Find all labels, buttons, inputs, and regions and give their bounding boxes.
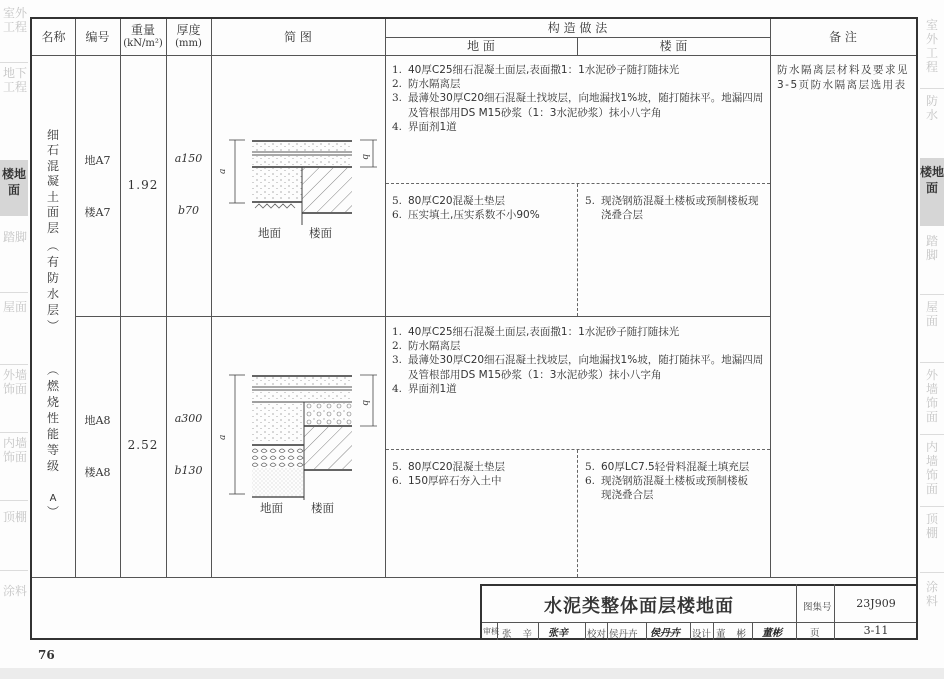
side-tab-underground[interactable]: 地下工程 <box>2 66 27 94</box>
side-tab-floor[interactable]: 楼地面 <box>0 160 28 216</box>
step-item: 2. 防水隔离层 <box>392 78 461 91</box>
common-steps <box>392 325 768 396</box>
section-sketch-icon <box>215 130 380 230</box>
page-code: 3-11 <box>863 624 889 637</box>
side-tab-interior-wall[interactable]: 内墙饰面 <box>2 436 27 464</box>
ground-steps <box>392 194 542 222</box>
side-tab-skirting-right[interactable]: 踏脚 <box>925 234 938 262</box>
thickness-a: a300 <box>174 412 203 425</box>
side-tab-paint-right[interactable]: 涂料 <box>925 580 938 608</box>
header-sketch: 简 图 <box>284 29 312 44</box>
step-item: 5. 80厚C20混凝土垫层 <box>392 461 506 473</box>
step-item: 1. 40厚C25细石混凝土面层,表面撒1：1水泥砂子随打随抹光 <box>392 326 680 338</box>
reviewer-signature: 张辛 <box>548 628 568 639</box>
page-label: 页 <box>810 628 820 639</box>
step-item: 5. 现浇钢筋混凝土楼板或预制楼板现浇叠合层 <box>585 195 759 222</box>
sketch-label-ground: 地面 <box>260 501 283 515</box>
header-construction: 构 造 做 法 <box>547 20 608 35</box>
side-tab-outdoor-right[interactable]: 室外工程 <box>925 18 938 74</box>
page-gutter <box>0 668 944 679</box>
step-item: 3. 最薄处30厚C20细石混凝土找坡层，向地漏找1%坡，随打随抹平。地漏四周及管根部用DS M15砂浆（1：3水泥砂浆）抹小八字角 <box>392 354 764 381</box>
thickness-b: b130 <box>174 464 203 477</box>
sketch-label-floor: 楼面 <box>309 226 332 240</box>
step-item: 4. 界面剂1道 <box>392 120 457 133</box>
side-tab-roof-right[interactable]: 屋面 <box>925 300 938 328</box>
side-tab-ceiling[interactable]: 顶棚 <box>2 510 27 524</box>
header-ground: 地 面 <box>467 38 495 53</box>
svg-text:b: b <box>360 154 370 160</box>
checker-signature: 侯丹卉 <box>650 628 680 639</box>
checker-name: 侯丹卉 <box>609 629 638 640</box>
header-thickness: 厚度 (mm) <box>175 23 202 49</box>
thickness-a: a150 <box>174 152 203 165</box>
side-tab-roof[interactable]: 屋面 <box>2 300 27 314</box>
side-tab-floor-right[interactable]: 楼地面 <box>920 158 944 226</box>
side-tab-interior-wall-right[interactable]: 内墙饰面 <box>925 440 938 496</box>
header-weight: 重量 (kN/m²) <box>123 23 163 49</box>
step-item: 4. 界面剂1道 <box>392 382 457 395</box>
step-item: 6. 压实填土,压实系数不小90% <box>392 209 540 222</box>
side-tab-outdoor[interactable]: 室外工程 <box>2 6 27 34</box>
code-floor: 楼A7 <box>84 206 111 219</box>
step-item: 2. 防水隔离层 <box>392 340 461 353</box>
code-ground: 地A8 <box>84 414 111 427</box>
atlas-label: 图集号 <box>803 602 832 613</box>
header-floor: 楼 面 <box>659 38 688 53</box>
left-side-index <box>0 0 28 668</box>
sketch-label-floor: 楼面 <box>311 501 334 515</box>
check-label: 校对 <box>587 629 607 640</box>
side-tab-skirting[interactable]: 踏脚 <box>2 230 27 244</box>
step-item: 1. 40厚C25细石混凝土面层,表面撒1：1水泥砂子随打随抹光 <box>392 64 680 76</box>
designer-signature: 董彬 <box>762 628 782 639</box>
side-tab-waterproof-right[interactable]: 防水 <box>925 94 938 122</box>
review-label: 审核 <box>483 627 499 636</box>
side-tab-ceiling-right[interactable]: 顶棚 <box>925 512 938 540</box>
page-number: 76 <box>38 648 55 662</box>
design-label: 设计 <box>692 629 712 640</box>
step-item: 6. 现浇钢筋混凝土楼板或预制楼板现浇叠合层 <box>585 475 748 502</box>
svg-text:a: a <box>218 168 228 174</box>
thickness-b: b70 <box>177 204 200 217</box>
floor-steps <box>585 460 755 503</box>
svg-text:a: a <box>218 434 228 440</box>
designer-name: 董 彬 <box>716 629 751 640</box>
floor-steps <box>585 194 767 222</box>
section-sketch-icon <box>215 370 380 500</box>
weight-value: 2.52 <box>127 438 159 452</box>
common-steps <box>392 63 768 134</box>
drawing-title: 水泥类整体面层楼地面 <box>544 596 734 617</box>
side-tab-exterior-wall[interactable]: 外墙饰面 <box>2 368 27 396</box>
right-side-index <box>920 0 944 668</box>
step-item: 5. 80厚C20混凝土垫层 <box>392 195 506 207</box>
step-item: 3. 最薄处30厚C20细石混凝土找坡层，向地漏找1%坡，随打随抹平。地漏四周及管根部用DS M15砂浆（1：3水泥砂浆）抹小八字角 <box>392 92 764 119</box>
header-code: 编号 <box>85 29 110 44</box>
remarks-text: 防水隔离层材料及要求见3-5页防水隔离层选用表 <box>777 64 909 91</box>
code-floor: 楼A8 <box>84 466 111 479</box>
svg-text:b: b <box>360 400 370 406</box>
step-item: 5. 60厚LC7.5轻骨料混凝土填充层 <box>585 461 750 473</box>
header-remarks: 备 注 <box>829 29 857 44</box>
weight-value: 1.92 <box>127 178 159 192</box>
step-item: 6. 150厚碎石夯入土中 <box>392 475 502 488</box>
atlas-code: 23J909 <box>856 597 896 610</box>
reviewer-name: 张 辛 <box>502 629 537 640</box>
side-tab-exterior-wall-right[interactable]: 外墙饰面 <box>925 368 938 424</box>
ground-steps <box>392 460 572 488</box>
sketch-label-ground: 地面 <box>258 226 281 240</box>
header-name: 名称 <box>41 29 66 44</box>
side-tab-paint[interactable]: 涂料 <box>2 584 27 598</box>
code-ground: 地A7 <box>84 154 111 167</box>
